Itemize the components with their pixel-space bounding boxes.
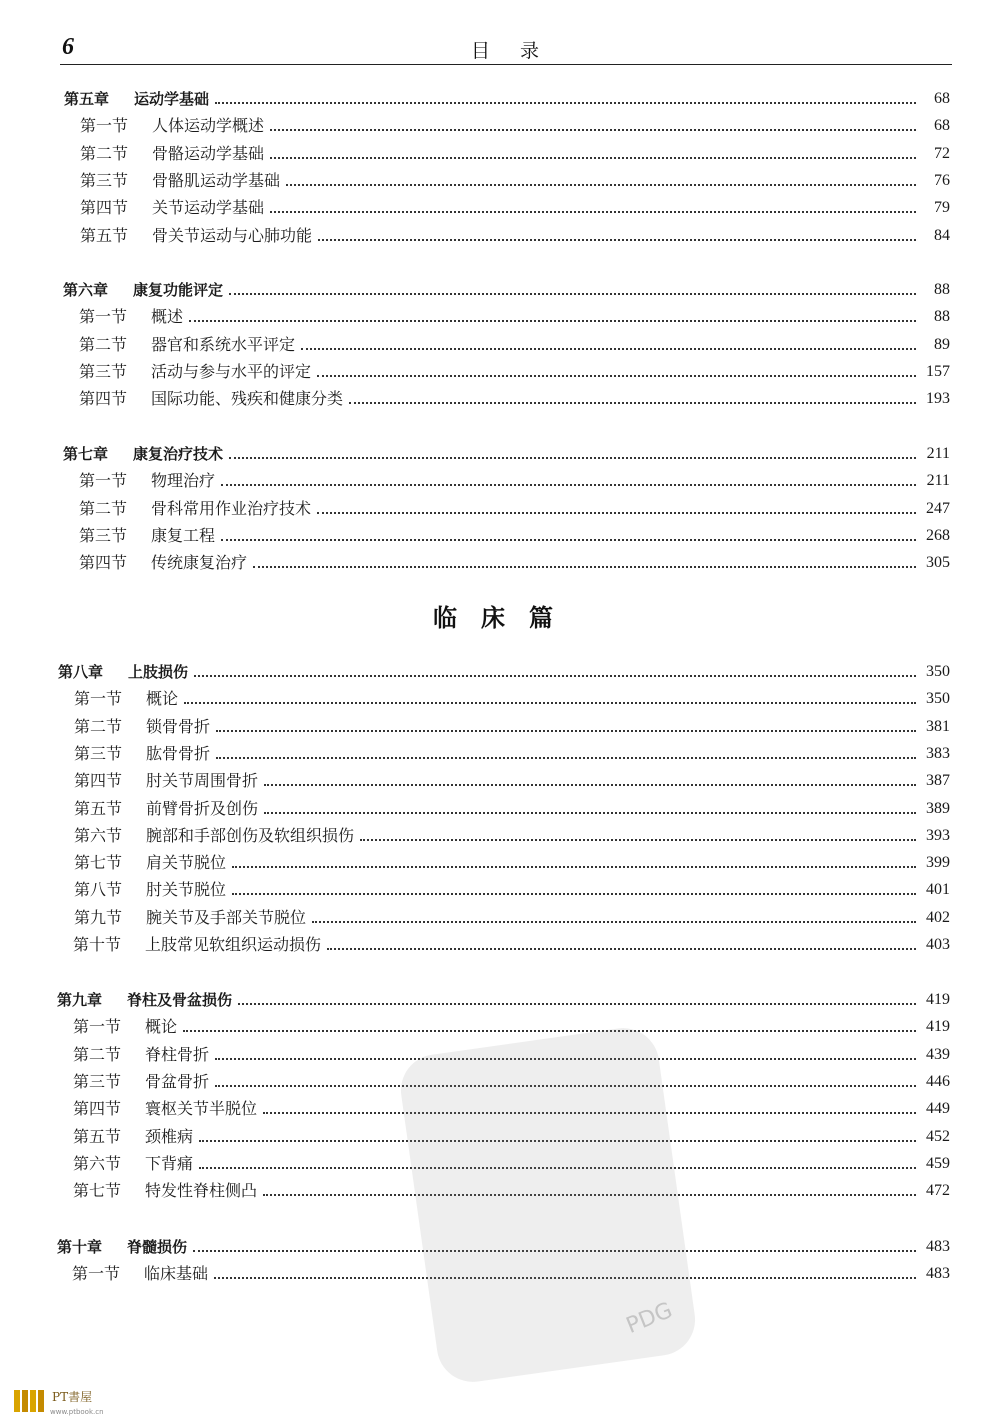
section-number: 第三节 bbox=[73, 1071, 122, 1091]
page-ref: 84 bbox=[934, 226, 950, 244]
page-ref: 459 bbox=[926, 1154, 950, 1172]
section-number: 第一节 bbox=[72, 1264, 121, 1284]
section-title: 国际功能、残疾和健康分类 bbox=[151, 389, 344, 409]
dot-leader bbox=[253, 566, 916, 568]
section-number: 第二节 bbox=[74, 716, 123, 736]
section-number: 第二节 bbox=[79, 334, 128, 354]
dot-leader bbox=[270, 129, 916, 131]
dot-leader bbox=[270, 211, 916, 213]
section-number: 第三节 bbox=[79, 525, 128, 545]
section-title: 上肢常见软组织运动损伤 bbox=[145, 935, 322, 954]
dot-leader bbox=[232, 893, 916, 895]
toc-chapter-row bbox=[64, 86, 950, 110]
toc-section-row bbox=[80, 141, 950, 165]
page-ref: 72 bbox=[934, 144, 950, 162]
chapter-number: 第七章 bbox=[63, 445, 109, 463]
section-number: 第八节 bbox=[74, 880, 123, 900]
toc-section-row bbox=[74, 714, 950, 738]
dot-leader bbox=[270, 157, 916, 159]
page-ref: 389 bbox=[926, 799, 950, 817]
chapter-title: 康复治疗技术 bbox=[133, 445, 224, 463]
dot-leader bbox=[317, 512, 916, 514]
dot-leader bbox=[238, 1003, 916, 1005]
section-title: 肩关节脱位 bbox=[146, 853, 227, 873]
dot-leader bbox=[318, 239, 916, 241]
section-title: 骨骼运动学基础 bbox=[152, 143, 265, 163]
book-icon bbox=[12, 1386, 48, 1416]
section-title: 锁骨骨折 bbox=[146, 716, 211, 736]
dot-leader bbox=[215, 102, 916, 104]
chapter-number: 第八章 bbox=[58, 663, 104, 681]
toc-section-row bbox=[74, 768, 950, 792]
section-title: 临床基础 bbox=[144, 1264, 209, 1284]
page-ref: 383 bbox=[926, 744, 950, 762]
page-ref: 393 bbox=[926, 826, 950, 844]
section-title: 骨科常用作业治疗技术 bbox=[151, 498, 312, 518]
dot-leader bbox=[349, 402, 916, 404]
section-number: 第四节 bbox=[79, 553, 128, 573]
chapter-title: 康复功能评定 bbox=[133, 281, 224, 299]
toc-section-row bbox=[74, 686, 950, 710]
page-ref: 247 bbox=[926, 499, 950, 517]
toc-section-row bbox=[79, 304, 950, 328]
page-ref: 193 bbox=[926, 390, 950, 408]
toc-section-row bbox=[74, 850, 950, 874]
toc-section-row bbox=[73, 932, 950, 956]
toc-section-row bbox=[74, 741, 950, 765]
page-ref: 350 bbox=[926, 663, 950, 680]
toc-section-row bbox=[80, 168, 950, 192]
toc-section-row bbox=[80, 113, 950, 137]
page-number: 6 bbox=[62, 34, 74, 60]
dot-leader bbox=[317, 375, 916, 377]
section-number: 第二节 bbox=[80, 143, 129, 163]
page-ref: 79 bbox=[934, 199, 950, 217]
section-title: 腕关节及手部关节脱位 bbox=[146, 907, 307, 927]
page-ref: 452 bbox=[926, 1127, 950, 1145]
footer-logo bbox=[10, 1382, 130, 1422]
toc-section-row bbox=[79, 523, 950, 547]
section-number: 第九节 bbox=[74, 907, 123, 927]
section-number: 第一节 bbox=[80, 116, 129, 136]
chapter-title: 运动学基础 bbox=[134, 90, 210, 108]
section-title: 肘关节周围骨折 bbox=[146, 771, 259, 791]
page-ref: 402 bbox=[926, 908, 950, 926]
page-ref: 403 bbox=[926, 936, 950, 953]
section-number: 第四节 bbox=[73, 1099, 122, 1119]
page-ref: 68 bbox=[934, 117, 950, 135]
toc-section-row bbox=[74, 796, 950, 820]
header-rule bbox=[60, 64, 952, 65]
section-title: 特发性脊柱侧凸 bbox=[145, 1181, 258, 1201]
page-ref: 88 bbox=[934, 281, 950, 298]
page-ref: 305 bbox=[926, 554, 950, 572]
section-title: 概论 bbox=[145, 1017, 178, 1037]
section-title: 前臂骨折及创伤 bbox=[146, 798, 259, 818]
section-title: 腕部和手部创伤及软组织损伤 bbox=[146, 825, 355, 845]
page-ref: 483 bbox=[926, 1238, 950, 1255]
section-number: 第四节 bbox=[80, 198, 129, 218]
page-ref: 157 bbox=[926, 362, 950, 380]
toc-chapter-row bbox=[58, 659, 950, 683]
chapter-number: 第五章 bbox=[64, 90, 110, 108]
dot-leader bbox=[229, 293, 916, 295]
toc-section-row bbox=[74, 823, 950, 847]
section-title: 物理治疗 bbox=[151, 471, 216, 491]
toc-chapter-row bbox=[57, 987, 950, 1011]
section-number: 第五节 bbox=[73, 1126, 122, 1146]
section-title: 人体运动学概述 bbox=[152, 116, 265, 136]
toc-section-row bbox=[79, 468, 950, 492]
dot-leader bbox=[264, 812, 916, 814]
dot-leader bbox=[189, 320, 916, 322]
dot-leader bbox=[221, 484, 916, 486]
section-number: 第十节 bbox=[73, 935, 122, 954]
page-ref: 483 bbox=[926, 1265, 950, 1283]
section-number: 第一节 bbox=[79, 307, 128, 327]
chapter-number: 第九章 bbox=[57, 991, 103, 1009]
section-title: 骨盆骨折 bbox=[145, 1071, 210, 1091]
dot-leader bbox=[184, 702, 916, 704]
toc-section-row bbox=[79, 359, 950, 383]
page-ref: 419 bbox=[926, 991, 950, 1008]
part-title: 临床篇 bbox=[433, 604, 577, 632]
page-ref: 68 bbox=[934, 90, 950, 107]
section-title: 脊柱骨折 bbox=[145, 1044, 210, 1064]
logo-text: PT書屋 bbox=[52, 1390, 93, 1404]
page-ref: 401 bbox=[926, 881, 950, 899]
toc-section-row bbox=[73, 1014, 950, 1038]
dot-leader bbox=[229, 457, 916, 459]
section-number: 第一节 bbox=[79, 471, 128, 491]
section-title: 肘关节脱位 bbox=[146, 880, 227, 900]
dot-leader bbox=[216, 730, 916, 732]
section-number: 第三节 bbox=[80, 170, 129, 190]
section-number: 第六节 bbox=[73, 1153, 122, 1173]
dot-leader bbox=[216, 757, 916, 759]
section-title: 概论 bbox=[146, 689, 179, 709]
section-title: 传统康复治疗 bbox=[151, 553, 248, 573]
page-ref: 449 bbox=[926, 1100, 950, 1118]
dot-leader bbox=[264, 784, 916, 786]
page-ref: 268 bbox=[926, 526, 950, 544]
chapter-number: 第十章 bbox=[57, 1238, 103, 1256]
chapter-title: 脊髓损伤 bbox=[127, 1238, 188, 1256]
section-number: 第五节 bbox=[80, 225, 129, 245]
watermark-stamp bbox=[396, 1024, 699, 1387]
section-title: 寰枢关节半脱位 bbox=[145, 1099, 258, 1119]
dot-leader bbox=[286, 184, 916, 186]
toc-chapter-row bbox=[63, 277, 950, 301]
section-title: 颈椎病 bbox=[145, 1126, 194, 1146]
section-number: 第四节 bbox=[79, 389, 128, 409]
section-title: 骨骼肌运动学基础 bbox=[152, 170, 281, 190]
toc-section-row bbox=[79, 550, 950, 574]
page-ref: 446 bbox=[926, 1072, 950, 1090]
dot-leader bbox=[194, 675, 916, 677]
page-ref: 381 bbox=[926, 717, 950, 735]
section-number: 第二节 bbox=[79, 498, 128, 518]
toc-section-row bbox=[80, 195, 950, 219]
section-number: 第一节 bbox=[74, 689, 123, 709]
section-title: 器官和系统水平评定 bbox=[151, 334, 296, 354]
page-ref: 89 bbox=[934, 335, 950, 353]
page-ref: 472 bbox=[926, 1182, 950, 1200]
section-title: 概述 bbox=[151, 307, 184, 327]
section-number: 第七节 bbox=[73, 1181, 122, 1201]
chapter-title: 脊柱及骨盆损伤 bbox=[127, 991, 233, 1009]
page-ref: 88 bbox=[934, 308, 950, 326]
running-head: 目录 bbox=[470, 40, 569, 62]
section-number: 第三节 bbox=[74, 743, 123, 763]
section-title: 关节运动学基础 bbox=[152, 198, 265, 218]
section-number: 第四节 bbox=[74, 771, 123, 791]
section-title: 活动与参与水平的评定 bbox=[151, 361, 312, 381]
stamp-text: PDG bbox=[622, 1298, 676, 1339]
dot-leader bbox=[327, 948, 916, 950]
page-ref: 387 bbox=[926, 772, 950, 790]
chapter-number: 第六章 bbox=[63, 281, 109, 299]
toc-section-row bbox=[79, 496, 950, 520]
section-title: 肱骨骨折 bbox=[146, 743, 211, 763]
section-number: 第七节 bbox=[74, 853, 123, 873]
dot-leader bbox=[221, 539, 916, 541]
toc-section-row bbox=[74, 905, 950, 929]
page-ref: 399 bbox=[926, 854, 950, 872]
section-number: 第三节 bbox=[79, 361, 128, 381]
section-number: 第五节 bbox=[74, 798, 123, 818]
section-title: 下背痛 bbox=[145, 1153, 194, 1173]
toc-section-row bbox=[79, 332, 950, 356]
dot-leader bbox=[312, 921, 916, 923]
page-ref: 439 bbox=[926, 1045, 950, 1063]
section-title: 骨关节运动与心肺功能 bbox=[152, 225, 313, 245]
dot-leader bbox=[232, 866, 916, 868]
page-ref: 211 bbox=[926, 472, 950, 490]
dot-leader bbox=[360, 839, 916, 841]
toc-section-row bbox=[79, 386, 950, 410]
dot-leader bbox=[183, 1030, 916, 1032]
page-ref: 76 bbox=[934, 171, 950, 189]
dot-leader bbox=[301, 348, 916, 350]
section-number: 第二节 bbox=[73, 1044, 122, 1064]
page-ref: 211 bbox=[926, 445, 950, 462]
page-ref: 350 bbox=[926, 690, 950, 708]
toc-chapter-row bbox=[63, 441, 950, 465]
toc-section-row bbox=[80, 223, 950, 247]
logo-url: www.ptbook.cn bbox=[50, 1408, 104, 1416]
chapter-title: 上肢损伤 bbox=[128, 663, 189, 681]
page-ref: 419 bbox=[926, 1018, 950, 1036]
section-number: 第六节 bbox=[74, 825, 123, 845]
section-number: 第一节 bbox=[73, 1017, 122, 1037]
section-title: 康复工程 bbox=[151, 525, 216, 545]
toc-section-row bbox=[74, 877, 950, 901]
